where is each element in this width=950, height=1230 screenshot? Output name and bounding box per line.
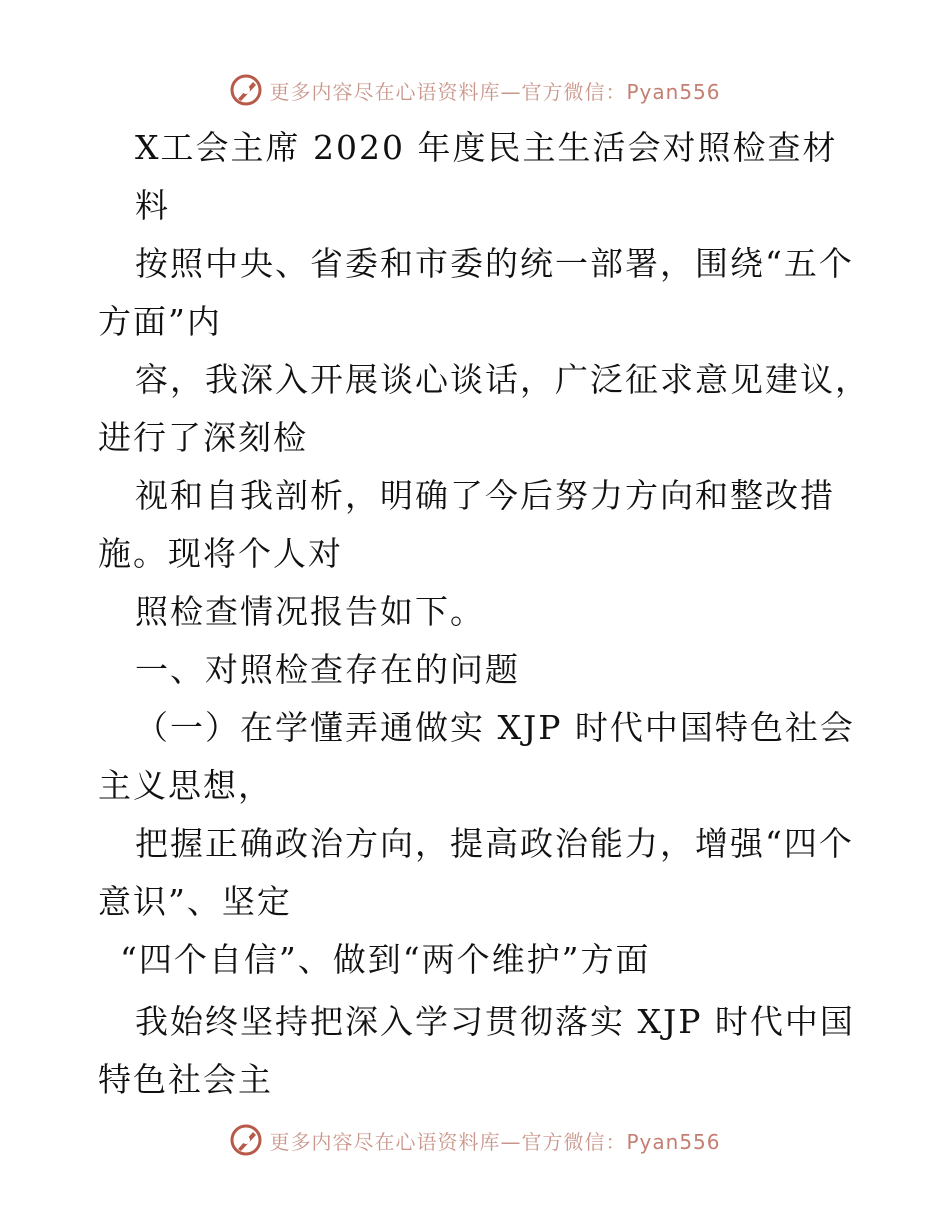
doc-text-line: 视和自我剖析，明确了今后努力方向和整改措: [135, 476, 835, 515]
doc-text-line: 照检查情况报告如下。: [135, 592, 485, 631]
section-heading: 一、对照检查存在的问题: [135, 650, 520, 689]
doc-text-line: 我始终坚持把深入学习贯彻落实 XJP 时代中国: [135, 1002, 855, 1041]
watermark-banner-bottom: [0, 1120, 950, 1160]
doc-text-line: 主义思想，: [98, 766, 273, 805]
watermark-banner-top: [0, 70, 950, 110]
subsection-heading: （一）在学懂弄通做实 XJP 时代中国特色社会: [135, 708, 855, 747]
doc-text-line: 容，我深入开展谈心谈话，广泛征求意见建议，: [135, 360, 870, 399]
doc-text-line: 意识”、坚定: [98, 882, 292, 921]
watermark-text: 更多内容尽在心语资料库—官方微信：Pyan556: [269, 1129, 721, 1154]
doc-text-line: 方面”内: [98, 302, 222, 341]
doc-text-line: 按照中央、省委和市委的统一部署，围绕“五个: [135, 244, 854, 283]
doc-text-line: 把握正确政治方向，提高政治能力，增强“四个: [135, 824, 854, 863]
doc-text-line: 特色社会主: [98, 1060, 273, 1099]
circle-pen-logo-icon: [229, 1123, 263, 1157]
circle-pen-logo-icon: [229, 73, 263, 107]
doc-title-line-2: 料: [135, 186, 170, 225]
doc-text-line: “四个自信”、做到“两个维护”方面: [120, 940, 651, 979]
doc-text-line: 进行了深刻检: [98, 418, 308, 457]
doc-title-line-1: X工会主席 2020 年度民主生活会对照检查材: [135, 128, 838, 167]
watermark-text: 更多内容尽在心语资料库—官方微信：Pyan556: [269, 79, 721, 104]
doc-text-line: 施。现将个人对: [98, 534, 343, 573]
